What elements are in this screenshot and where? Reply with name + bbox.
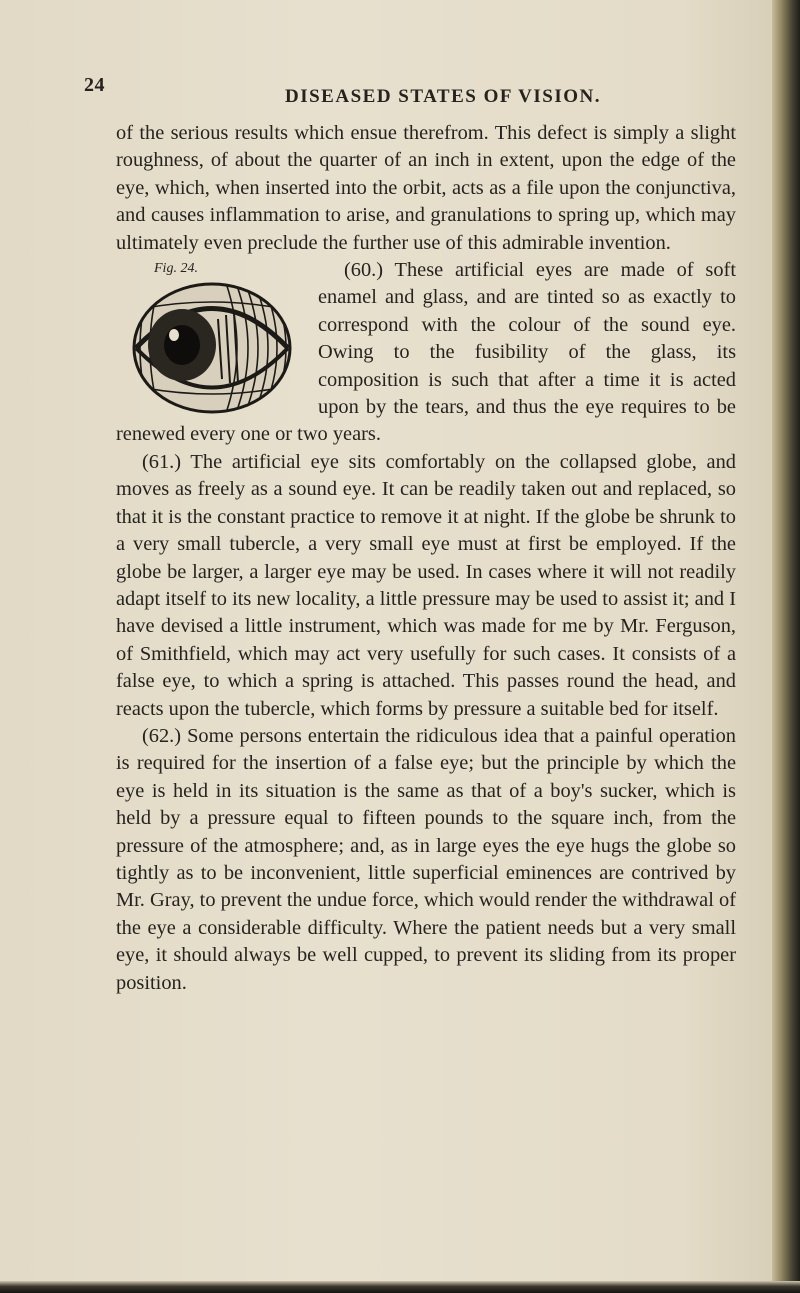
paragraph-61: (61.) The artificial eye sits comfortably on the collapsed globe, and moves as freely as a sound eye. It can be readily taken out and replaced, so that it is the constant practice to remove it at night. If the globe be shrunk to a very small tubercle, a very small eye must at first be employed. If the globe be larger, a larger eye may be used. In cases where it will not readily adapt itself to its new locality, a little pressure may be used to assist it; and I have devised a little instrument, which was made for me by Mr. Ferguson, of Smithfield, which may act very usefully for such cases. It consists of a false eye, to which a spring is attached. This passes round the head, and reacts upon the tubercle, which forms by pressure a suitable bed for itself.: [116, 450, 736, 720]
figure-24: [116, 257, 306, 421]
paragraph-62: (62.) Some persons entertain the ridiculous idea that a painful operation is required for the insertion of a false eye; but the principle by which the eye is held in its situation is the same as that of a boy's sucker, which is held by a pressure equal to fifteen pounds to the square inch, from the pressure of the atmosphere; and, as in large eyes the eye hugs the globe so tightly as to be inconvenient, little superficial eminences are contrived by Mr. Gray, to prevent the undue force, which would render the withdrawal of the eye a considerable difficulty. Where the patient needs but a very small eye, it should always be well cupped, to prevent its sliding from its proper position.: [116, 724, 736, 994]
figure-caption: Fig. 24.: [154, 261, 198, 277]
book-binding-edge: [772, 0, 800, 1293]
page-bottom-edge: [0, 1281, 800, 1293]
paragraph-60: (60.) These artificial eyes are made of soft enamel and glass, and are tinted so as exactly to correspond with the colour of the sound eye. Owing to the fusibility of the glass, its composition is such that after a time it is acted upon by the tears, and thus the eye requires to be renewed every one or two years.: [116, 259, 736, 446]
running-head: DISEASED STATES OF VISION.: [285, 86, 602, 107]
body-text: [116, 120, 736, 997]
paragraph-continuation: of the serious results which ensue therefrom. This defect is simply a slight roughness, of about the quarter of an inch in extent, upon the edge of the eye, which, when inserted into the orbit, acts as a file upon the conjunctiva, and causes inflammation to arise, and granulations to spring up, which may ultimately even preclude the further use of this admirable invention.: [116, 122, 736, 254]
page-number: 24: [84, 74, 105, 96]
artificial-eye-illustration: [130, 279, 294, 417]
